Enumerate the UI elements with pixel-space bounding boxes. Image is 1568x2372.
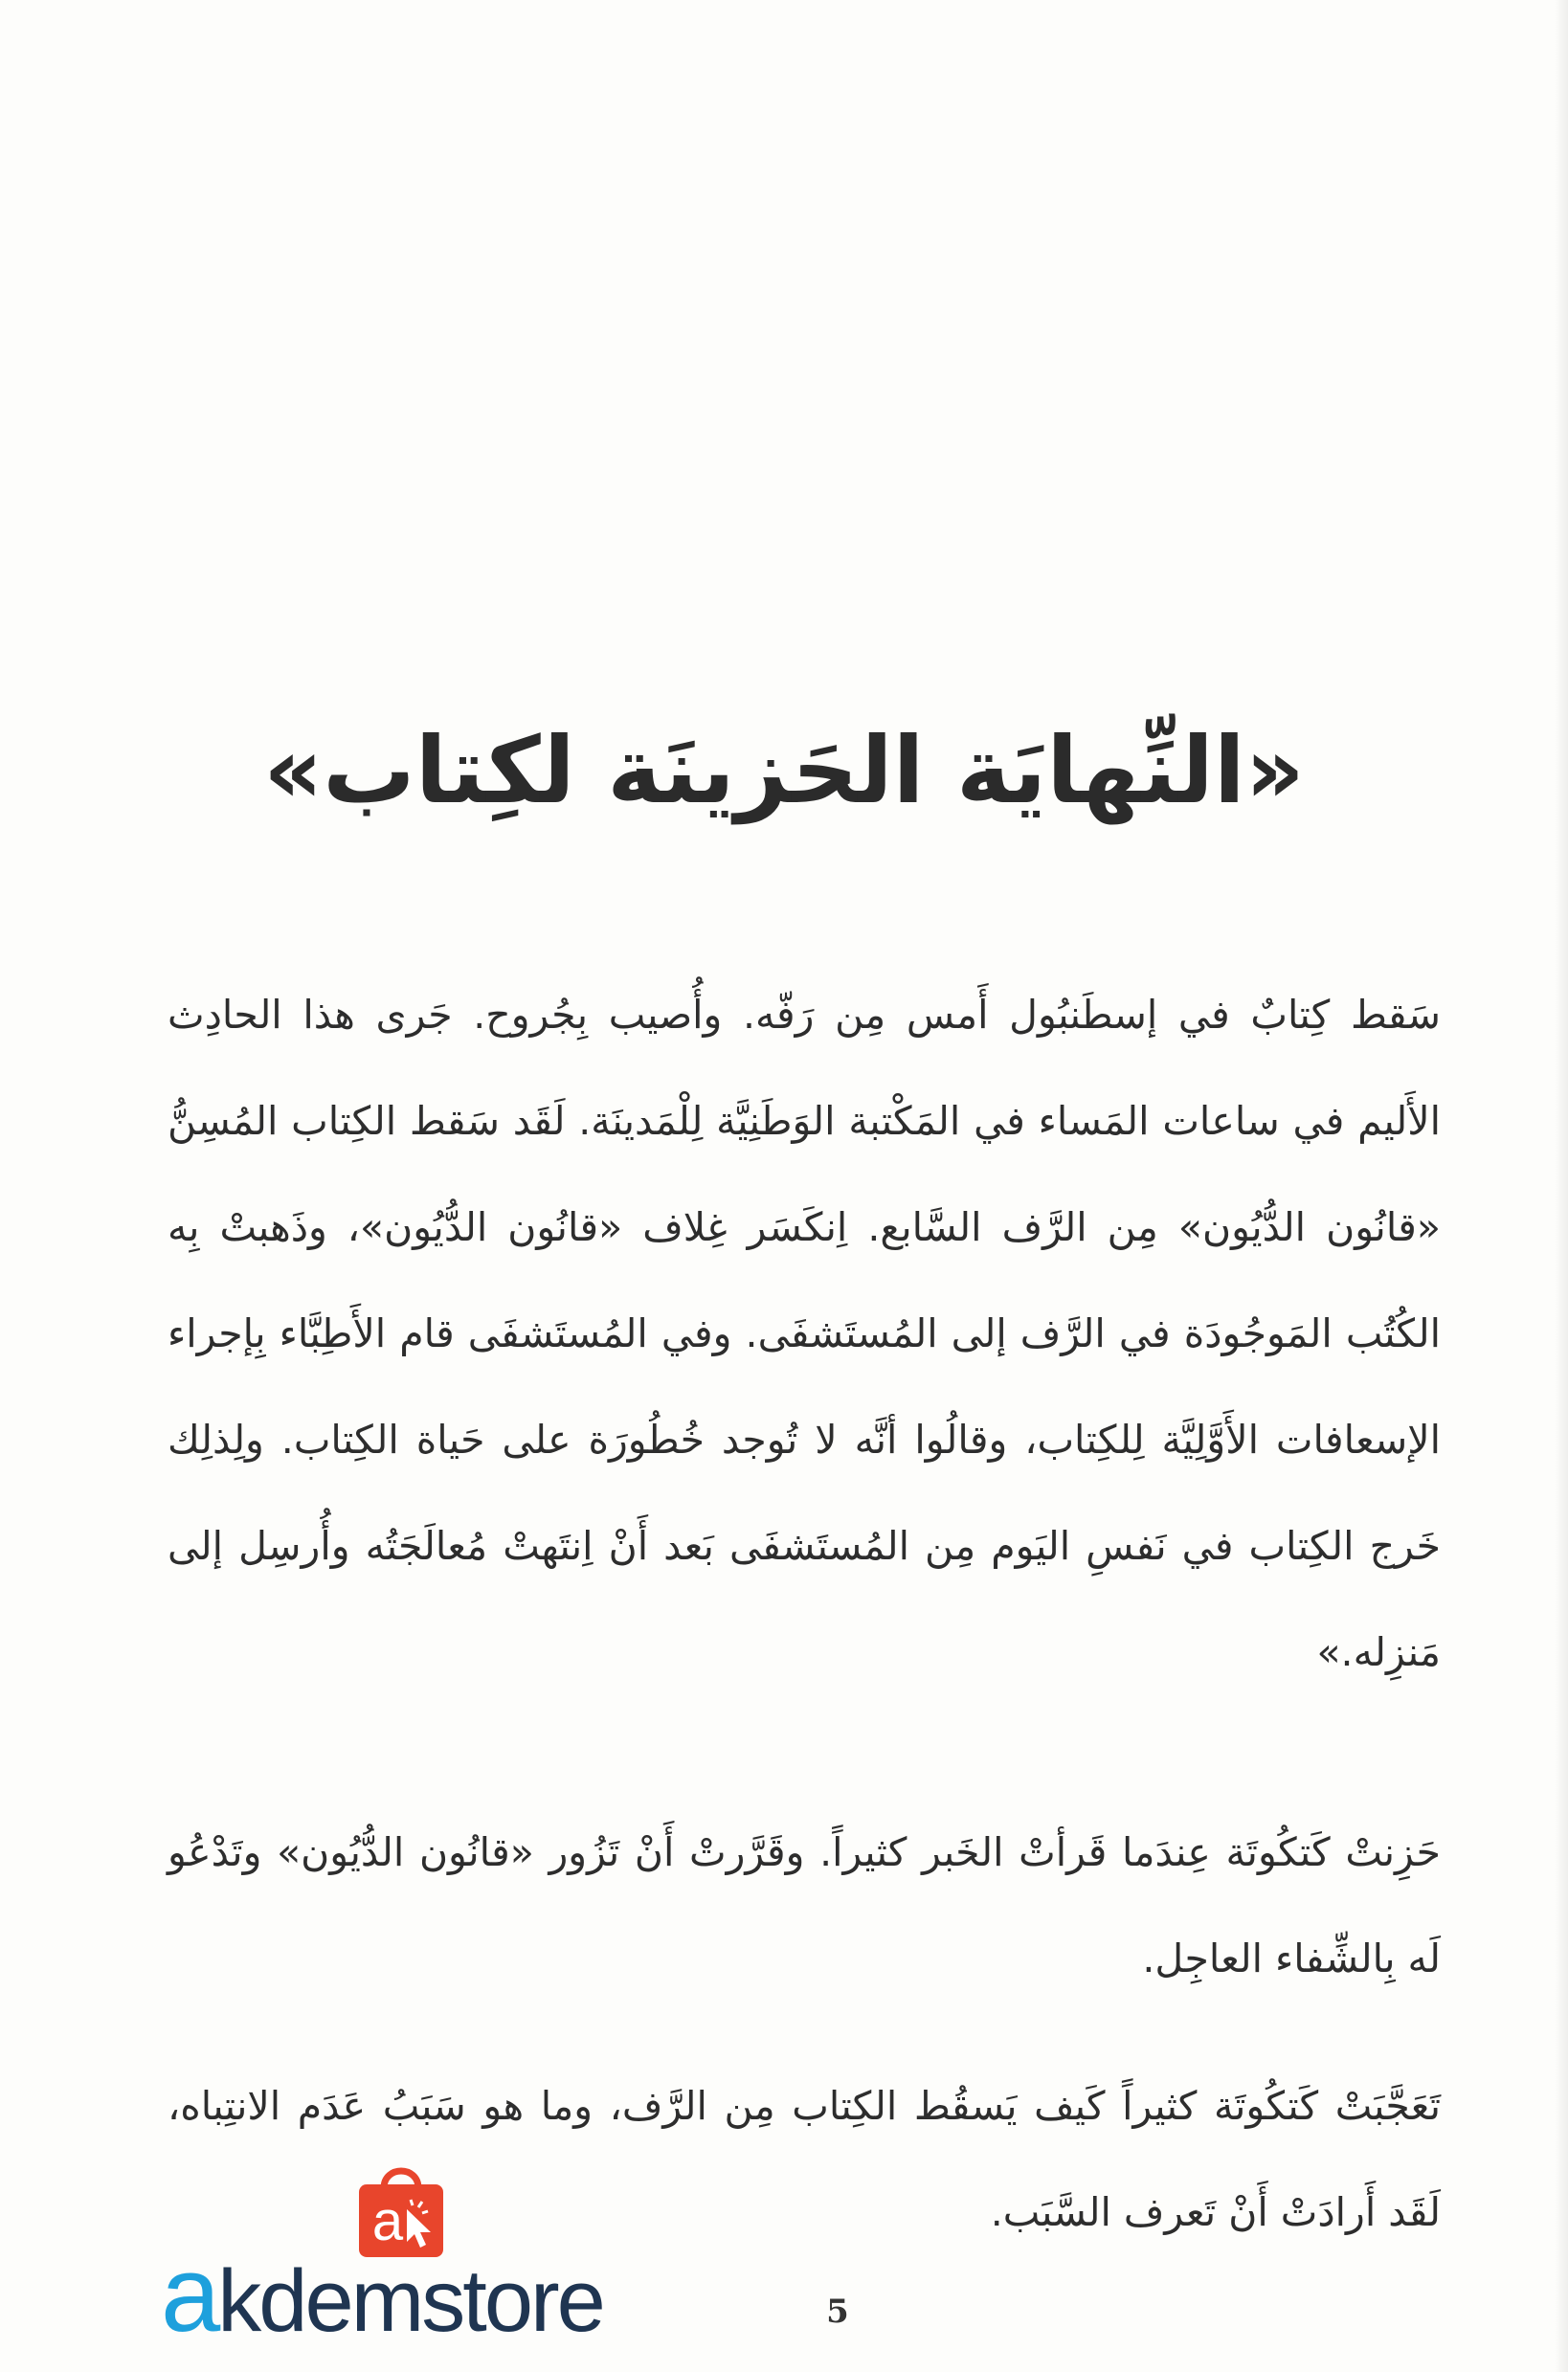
wordmark-rest: kdemstore	[217, 2252, 603, 2350]
shopping-bag-icon	[347, 2156, 455, 2261]
paragraph-1: سَقط كِتابٌ في إسطَنبُول أَمس مِن رَفّه. وأُصيب بِجُروح. جَرى هذا الحادِث الأَليم في ساعات المَساء في المَكْتبة الوَطَنِيَّة لِلْمَدينَة. لَقَد سَقط الكِتاب المُسِنُّ «قانُون الدُّيُون» مِن الرَّف السَّابع. اِنكَسَر غِلاف «قانُون الدُّيُون»، وذَهبتْ بِه الكُتُب المَوجُودَة في الرَّف إلى المُستَشفَى. وفي المُستَشفَى قام الأَطِبَّاء بِإجراء الإسعافات الأَوَّلِيَّة لِلكِتاب، وقالُوا أنَّه لا تُوجد خُطُورَة على حَياة الكِتاب. ولِذلِك خَرج الكِتاب في نَفسِ اليَوم مِن المُستَشفَى بَعد أَنْ اِنتَهتْ مُعالَجَتُه وأُرسِل إلى مَنزِله.»	[168, 992, 1441, 1675]
paragraph-2: حَزِنتْ كَتكُوتَة عِندَما قَرأتْ الخَبر كثيراً. وقَرَّرتْ أَنْ تَزُور «قانُون الدُّيُون» وتَدْعُو لَه بِالشِّفاء العاجِل.	[168, 1829, 1441, 1981]
akdemstore-logo	[161, 2156, 659, 2354]
logo-badge-letter: a	[371, 2190, 404, 2252]
wordmark-a: a	[161, 2234, 218, 2354]
paragraph-3: تَعَجَّبَتْ كَتكُوتَة كثيراً كَيف يَسقُط الكِتاب مِن الرَّف، وما هو سَبَبُ عَدَم الانتِباه، لَقَد أَرادَتْ أَنْ تَعرف السَّبَب.	[168, 2083, 1441, 2235]
logo-wordmark	[161, 2234, 603, 2354]
page-number: 5	[826, 2293, 849, 2331]
page-edge-shadow	[1555, 0, 1568, 2372]
chapter-title: «النِّهايَة الحَزينَة لكِتاب»	[263, 717, 1305, 824]
